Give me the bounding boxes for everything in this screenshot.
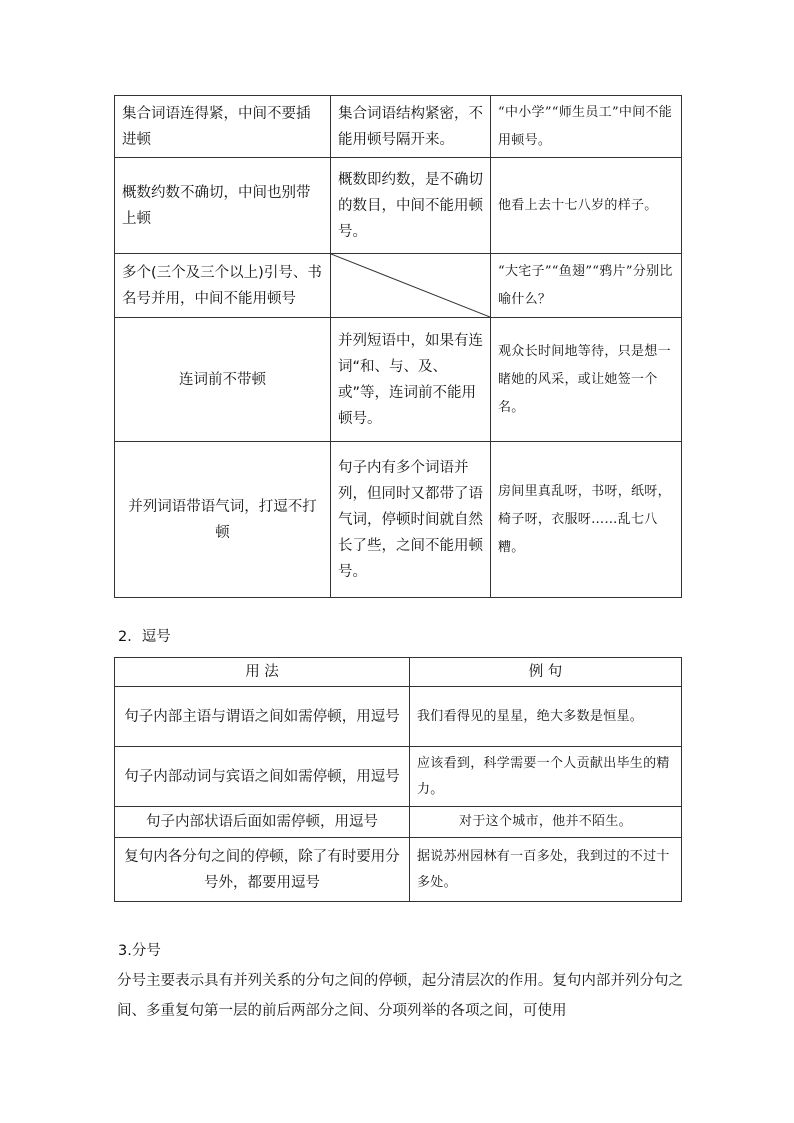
table-row [115,96,682,158]
semicolon-paragraph: 分号主要表示具有并列关系的分句之间的停顿，起分清层次的作用。复句内部并列分句之间、多重复句第一层的前后两部分之间、分项列举的各项之间，可使用 [117,973,683,1019]
usage-cell: 集合词语连得紧，中间不要插进顿 [115,96,331,158]
usage-cell: 复句内各分句之间的停顿，除了有时要用分号外，都要用逗号 [115,838,410,902]
example-cell: 房间里真乱呀，书呀，纸呀，椅子呀，衣服呀……乱七八糟。 [491,442,682,598]
explain-cell: 概数即约数，是不确切的数目，中间不能用顿号。 [331,158,491,254]
explain-cell: 句子内有多个词语并列，但同时又都带了语气词，停顿时间就自然长了些，之间不能用顿号。 [331,442,491,598]
example-cell: 对于这个城市，他并不陌生。 [410,807,682,838]
table-row [115,442,682,598]
usage-cell: 并列词语带语气词，打逗不打顿 [115,442,331,598]
usage-cell: 句子内部动词与宾语之间如需停顿，用逗号 [115,747,410,807]
table-row [115,158,682,254]
section-heading-comma: 2．逗号 [118,629,171,645]
pause-mark-rules-table [114,95,682,598]
explain-cell: 集合词语结构紧密，不能用顿号隔开来。 [331,96,491,158]
example-cell: 据说苏州园林有一百多处，我到过的不过十多处。 [410,838,682,902]
column-header: 例 句 [410,658,682,687]
explain-cell: 并列短语中，如果有连词“和、与、及、或”等，连词前不能用顿号。 [331,318,491,442]
usage-cell: 句子内部主语与谓语之间如需停顿，用逗号 [115,687,410,747]
table-row [115,747,682,807]
column-header: 用 法 [115,658,410,687]
table-row [115,318,682,442]
example-cell: “中小学”“师生员工”中间不能用顿号。 [491,96,682,158]
usage-cell: 概数约数不确切，中间也别带上顿 [115,158,331,254]
example-cell: 应该看到，科学需要一个人贡献出毕生的精力。 [410,747,682,807]
table-row [115,838,682,902]
comma-rules-table [114,657,682,902]
usage-cell: 连词前不带顿 [115,318,331,442]
example-cell: “大宅子”“鱼翅”“鸦片”分别比喻什么？ [491,254,682,318]
section-heading-semicolon: 3.分号 [118,943,161,959]
example-cell: 我们看得见的星星，绝大多数是恒星。 [410,687,682,747]
table-row [115,254,682,318]
diagonal-line [331,254,490,317]
usage-cell: 句子内部状语后面如需停顿，用逗号 [115,807,410,838]
example-cell: 他看上去十七八岁的样子。 [491,158,682,254]
usage-cell: 多个(三个及三个以上)引号、书名号并用，中间不能用顿号 [115,254,331,318]
empty-diagonal-cell [331,254,491,318]
table-header-row [115,658,682,687]
table-row [115,687,682,747]
table-row [115,807,682,838]
example-cell: 观众长时间地等待，只是想一睹她的风采，或让她签一个名。 [491,318,682,442]
